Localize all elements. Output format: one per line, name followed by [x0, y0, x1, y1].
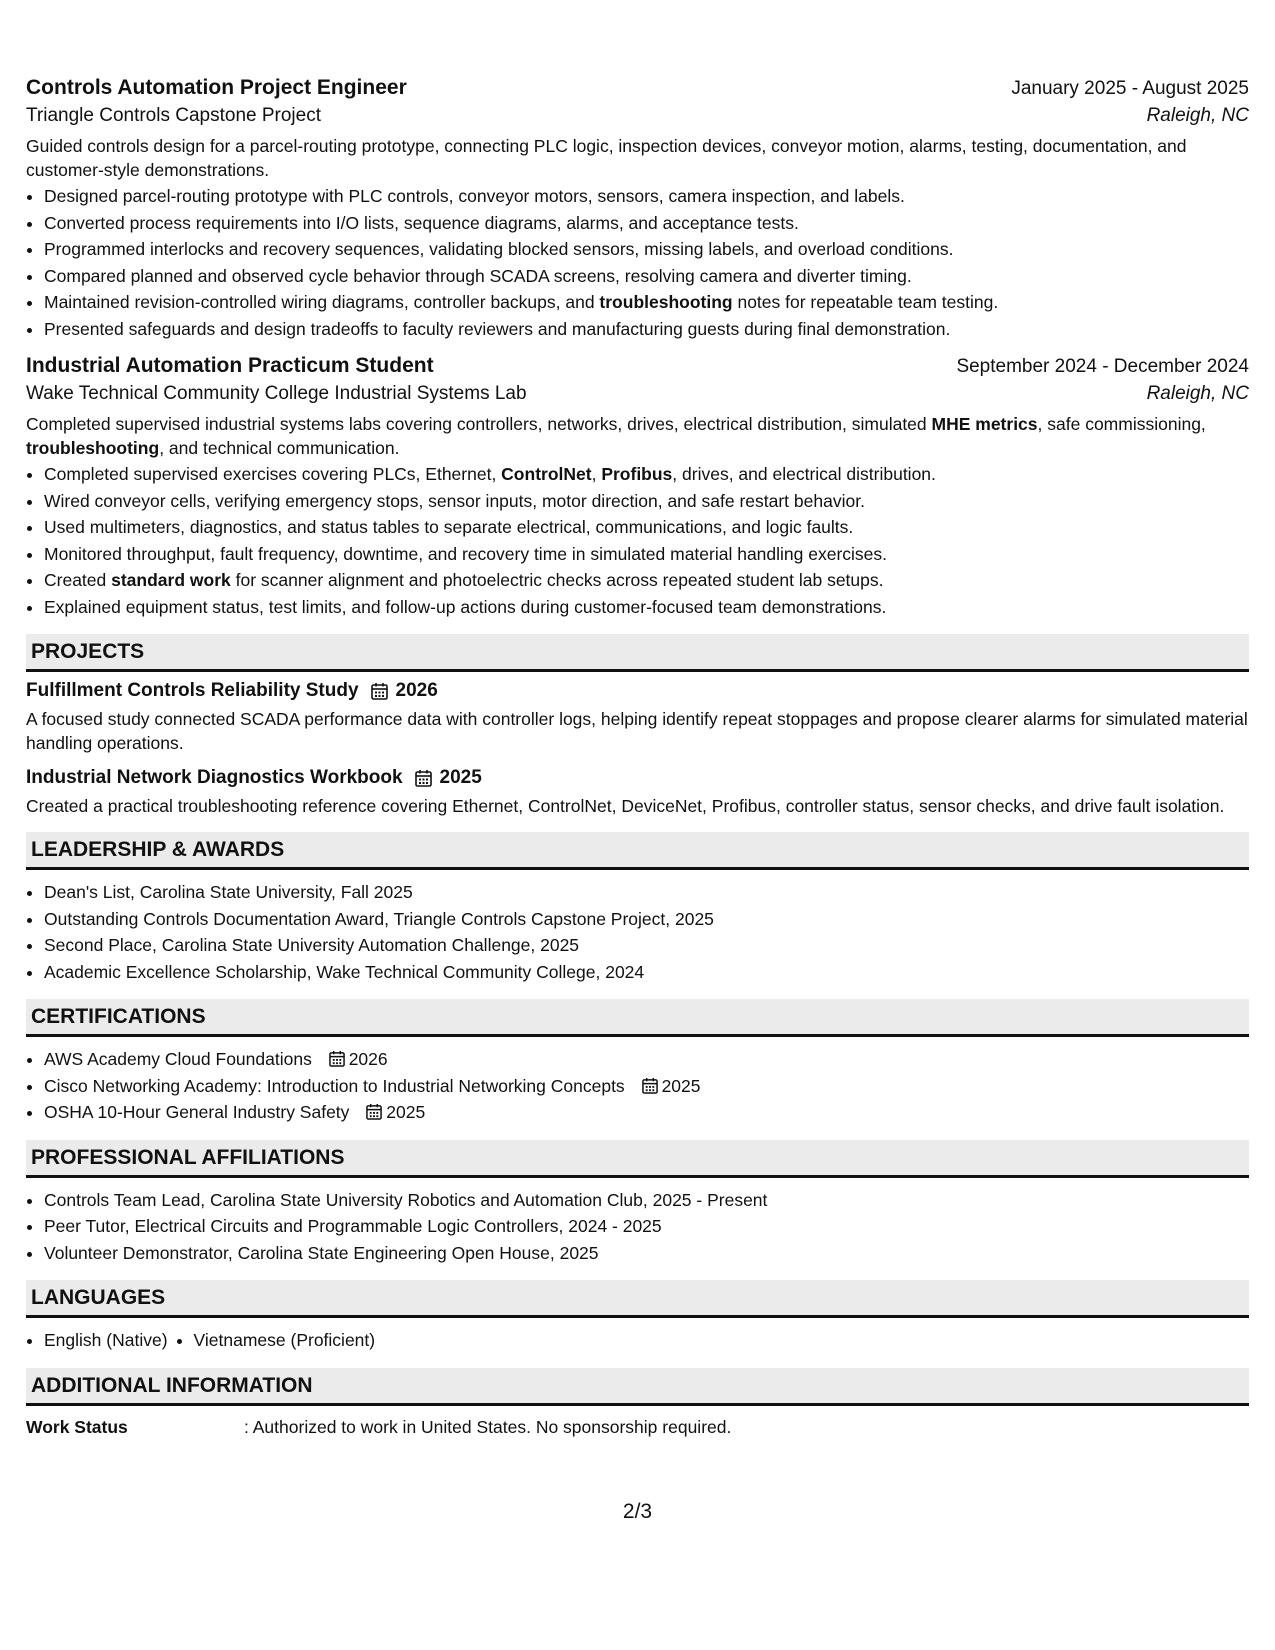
list-item: • Academic Excellence Scholarship, Wake Technical Community College, 2024 — [44, 959, 1249, 986]
affiliations-list — [26, 1187, 1249, 1267]
project-title: Fulfillment Controls Reliability Study — [26, 680, 359, 701]
list-item: • Converted process requirements into I/O lists, sequence diagrams, alarms, and acceptance tests. — [44, 210, 1249, 237]
certification-name: OSHA 10-Hour General Industry Safety — [44, 1102, 350, 1122]
calendar-icon — [329, 1050, 345, 1067]
languages-list — [26, 1327, 1249, 1354]
job-organization: Wake Technical Community College Industrial Systems Lab — [26, 383, 527, 404]
job-summary: Guided controls design for a parcel-routing prototype, connecting PLC logic, inspection devices, conveyor motion, alarms, testing, documentation, and customer-style demonstrations. — [26, 136, 1187, 180]
work-status-row — [26, 1414, 1249, 1440]
list-item: • Vietnamese (Proficient) — [194, 1327, 376, 1354]
calendar-icon — [642, 1077, 658, 1094]
job-summary: Completed supervised industrial systems labs covering controllers, networks, drives, electrical distribution, simulated MHE metrics, safe commissioning, troubleshooting, and technical communication. — [26, 414, 1206, 458]
certification-year: 2026 — [348, 1049, 388, 1069]
list-item: • Explained equipment status, test limits, and follow-up actions during customer-focused team demonstrations. — [44, 594, 1249, 621]
list-item: • Presented safeguards and design tradeoffs to faculty reviewers and manufacturing guests during final demonstration. — [44, 316, 1249, 343]
project-description: A focused study connected SCADA performance data with controller logs, helping identify repeat stoppages and propose clearer alarms for simulated material handling operations. — [26, 709, 1248, 753]
job-title: Controls Automation Project Engineer — [26, 76, 407, 99]
list-item: • Outstanding Controls Documentation Award, Triangle Controls Capstone Project, 2025 — [44, 906, 1249, 933]
job-bullets — [26, 183, 1249, 342]
job-dates: January 2025 - August 2025 — [1011, 78, 1249, 99]
info-value: : Authorized to work in United States. No sponsorship required. — [244, 1416, 732, 1437]
job-bullets — [26, 461, 1249, 620]
list-item: • Monitored throughput, fault frequency, downtime, and recovery time in simulated material handling exercises. — [44, 541, 1249, 568]
job-location: Raleigh, NC — [1146, 383, 1249, 404]
list-item: • English (Native) — [44, 1327, 168, 1354]
certification-year: 2025 — [386, 1102, 426, 1122]
job-dates: September 2024 - December 2024 — [956, 356, 1249, 377]
experience-entry — [26, 354, 1249, 620]
leadership-section — [26, 832, 1249, 985]
list-item — [44, 1046, 1249, 1073]
project-description: Created a practical troubleshooting reference covering Ethernet, ControlNet, DeviceNet, Profibus, controller status, sensor checks, and drive fault isolation. — [26, 796, 1225, 816]
list-item: • Wired conveyor cells, verifying emergency stops, sensor inputs, motor direction, and safe restart behavior. — [44, 488, 1249, 515]
certification-year: 2025 — [661, 1075, 701, 1096]
certification-name: AWS Academy Cloud Foundations — [44, 1049, 312, 1069]
list-item: • Completed supervised exercises covering PLCs, Ethernet, ControlNet, Profibus, drives, and electrical distribution. — [44, 461, 1249, 488]
list-item: • Used multimeters, diagnostics, and status tables to separate electrical, communications, and logic faults. — [44, 514, 1249, 541]
list-item: • Volunteer Demonstrator, Carolina State Engineering Open House, 2025 — [44, 1240, 1249, 1267]
job-organization: Triangle Controls Capstone Project — [26, 105, 321, 126]
affiliations-section — [26, 1140, 1249, 1267]
page-number: 2/3 — [622, 1500, 653, 1523]
section-heading: PROFESSIONAL AFFILIATIONS — [26, 1140, 1249, 1178]
job-location: Raleigh, NC — [1146, 105, 1249, 126]
section-heading: LANGUAGES — [26, 1280, 1249, 1318]
list-item: • Created standard work for scanner alignment and photoelectric checks across repeated student lab setups. — [44, 567, 1249, 594]
project-year: 2026 — [395, 680, 438, 701]
calendar-icon — [371, 682, 388, 700]
info-label: Work Status — [26, 1416, 128, 1437]
project-title: Industrial Network Diagnostics Workbook — [26, 767, 403, 788]
section-heading: LEADERSHIP & AWARDS — [26, 832, 1249, 870]
list-item — [44, 1073, 1249, 1100]
section-heading: CERTIFICATIONS — [26, 999, 1249, 1037]
list-item: • Maintained revision-controlled wiring diagrams, controller backups, and troubleshooting notes for repeatable team testing. — [44, 289, 1249, 316]
certification-name: Cisco Networking Academy: Introduction to Industrial Networking Concepts — [44, 1075, 625, 1096]
projects-section — [26, 634, 1249, 818]
additional-section — [26, 1368, 1249, 1440]
languages-section — [26, 1280, 1249, 1354]
list-item: • Designed parcel-routing prototype with PLC controls, conveyor motors, sensors, camera inspection, and labels. — [44, 183, 1249, 210]
job-title: Industrial Automation Practicum Student — [26, 354, 434, 377]
section-heading: ADDITIONAL INFORMATION — [26, 1368, 1249, 1406]
list-item — [44, 1099, 1249, 1126]
certifications-list — [26, 1046, 1249, 1126]
project-entry — [26, 767, 1249, 818]
list-item: • Peer Tutor, Electrical Circuits and Programmable Logic Controllers, 2024 - 2025 — [44, 1213, 1249, 1240]
project-entry — [26, 680, 1249, 755]
list-item: • Controls Team Lead, Carolina State University Robotics and Automation Club, 2025 - Present — [44, 1187, 1249, 1214]
calendar-icon — [366, 1103, 382, 1120]
list-item: • Dean's List, Carolina State University, Fall 2025 — [44, 879, 1249, 906]
calendar-icon — [415, 769, 432, 787]
list-item: • Second Place, Carolina State University Automation Challenge, 2025 — [44, 932, 1249, 959]
certifications-section — [26, 999, 1249, 1126]
project-year: 2025 — [439, 767, 482, 788]
experience-entry — [26, 76, 1249, 342]
list-item: • Programmed interlocks and recovery sequences, validating blocked sensors, missing labels, and overload conditions. — [44, 236, 1249, 263]
section-heading: PROJECTS — [26, 634, 1249, 672]
list-item: • Compared planned and observed cycle behavior through SCADA screens, resolving camera and diverter timing. — [44, 263, 1249, 290]
awards-list — [26, 879, 1249, 985]
